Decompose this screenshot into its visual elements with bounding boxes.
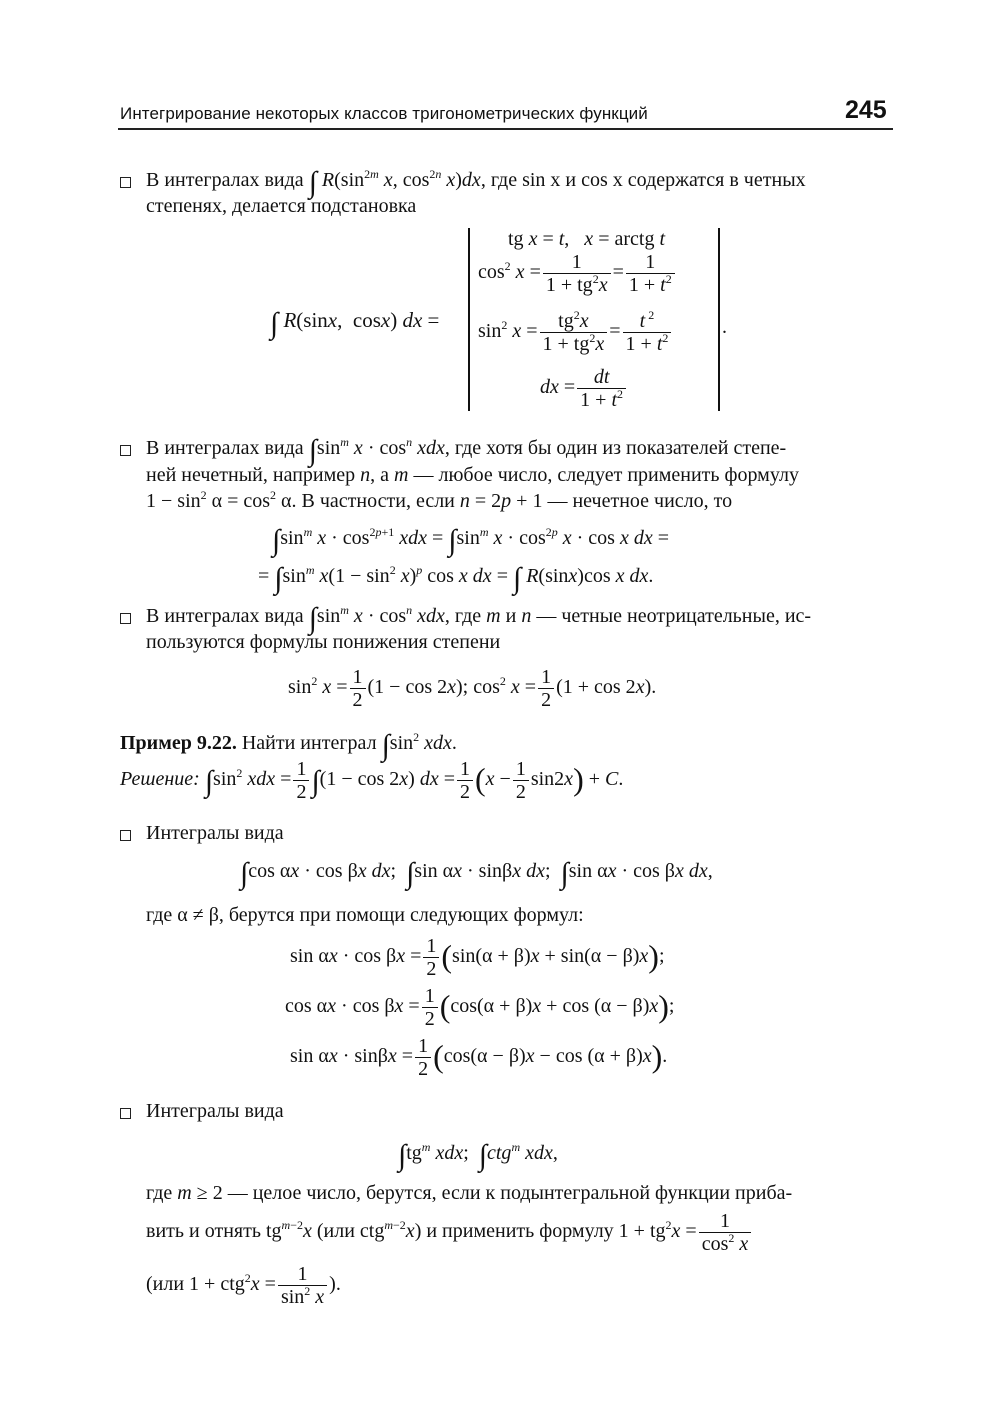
section2-formula-line1: $\int\sin^m$ $x \cdot \cos^{2p+1}$ xdx = $\int\sin^m$ $x \cdot \cos^{2p} x \cdot \cos x$ dx = xyxy=(272,524,669,557)
substitution-row1: tg x = t, x = arctg t xyxy=(508,228,665,250)
section2-formula-line2: = $\int\sin^m$ $x(1 - \sin^2 x)^p$ cos x dx = ∫ R(sinx)cos x dx. xyxy=(258,562,654,595)
section4-formula1: sin αx · cos βx = $\frac{1}{2}$ (sin(α + β)x + sin(α − β)x); xyxy=(290,935,665,980)
section4-where: где α ≠ β, берутся при помощи следующих формул: xyxy=(146,904,584,926)
bullet-icon xyxy=(120,445,131,456)
example-title-line: Пример 9.22. Найти интеграл $\int\sin^2$ xdx. xyxy=(120,729,457,762)
bullet-icon xyxy=(120,177,131,188)
section5-line3: вить и отнять $tg^{m-2}x$ (или ctg$^{m-2}$x) и применить формулу $1 + tg^2x$ = $\frac{1}{\cos^2 x}$ xyxy=(146,1210,753,1255)
substitution-left-bar xyxy=(468,228,470,411)
header-rule xyxy=(118,128,893,130)
substitution-row2: $\cos^2 x$ = $\frac{1}{1 + tg^2x}$ = $\frac{1}{1 + t^2}$ xyxy=(478,251,677,296)
bullet-icon xyxy=(120,613,131,624)
substitution-lhs: ∫ R(sinx, cosx) dx = xyxy=(270,307,440,340)
example-title: Пример 9.22. xyxy=(120,732,237,754)
section5-integrals: $\int tg^m$ xdx; ∫ctg$^m$ xdx, xyxy=(398,1139,558,1172)
section5-line4: (или 1 + ctg$^2$x = $\frac{1}{\sin^2 x}$ ). xyxy=(146,1263,341,1308)
bullet-icon xyxy=(120,1108,131,1119)
section5-line2: где m ≥ 2 — целое число, берутся, если к подынтегральной функции приба- xyxy=(146,1182,793,1204)
substitution-row4: dx = $\frac{dt}{1 + t^2}$ xyxy=(540,366,628,411)
section4-integrals: ∫cos αx · cos βx dx; ∫sin αx · sinβx dx; ∫sin αx · cos βx dx, xyxy=(240,857,713,890)
section3-formula: $\sin^2 x$ = $\frac{1}{2}$ (1 − cos 2x); $\cos^2 x$ = $\frac{1}{2}$ (1 + cos 2x). xyxy=(288,666,657,711)
substitution-row3: $\sin^2 x$ = $\frac{tg^2x}{1 + tg^2x}$ = $\frac{t ^2}{1 + t^2}$ xyxy=(478,310,673,355)
example-solution: Решение: $\int\sin^2$ xdx = $\frac{1}{2}$ ∫(1 − cos 2x) dx = $\frac{1}{2}$ (x − $\frac{1}{2}$ sin2x) + C. xyxy=(120,758,624,803)
section2-line3: $1 - \sin^2 \alpha = \cos^2 \alpha$. В частности, если n = 2p + 1 — нечетное число, то xyxy=(146,488,733,512)
section5-line1: Интегралы вида xyxy=(146,1100,284,1122)
substitution-right-bar xyxy=(718,228,720,411)
solution-label: Решение xyxy=(120,768,194,791)
bullet-icon xyxy=(120,830,131,841)
substitution-dot: . xyxy=(722,316,727,338)
page-number: 245 xyxy=(845,96,887,124)
section3-line1: В интегралах вида $\int\sin^m$ $x \cdot \cos^n$ xdx, где m и n — четные неотрицательные, ис- xyxy=(146,602,812,635)
section4-line1: Интегралы вида xyxy=(146,822,284,844)
section4-formula3: sin αx · sinβx = $\frac{1}{2}$ (cos(α − β)x − cos (α + β)x). xyxy=(290,1035,668,1080)
section4-formula2: cos αx · cos βx = $\frac{1}{2}$ (cos(α + β)x + cos (α − β)x); xyxy=(285,985,675,1030)
section1-line2: степенях, делается подстановка xyxy=(146,195,417,217)
section2-line1: В интегралах вида $\int\sin^m$ $x \cdot \cos^n$ xdx, где хотя бы один из показателей степе- xyxy=(146,434,787,467)
section3-line2: пользуются формулы понижения степени xyxy=(146,631,501,653)
running-header-title: Интегрирование некоторых классов тригонометрических функций xyxy=(120,104,648,123)
section2-line2: ней нечетный, например n, а m — любое число, следует применить формулу xyxy=(146,464,799,486)
section1-line1: В интегралах вида ∫ $R(\sin^{2m}$ x, $\cos^{2n} x)dx$, где sin x и cos x содержатся в четных xyxy=(146,166,806,199)
